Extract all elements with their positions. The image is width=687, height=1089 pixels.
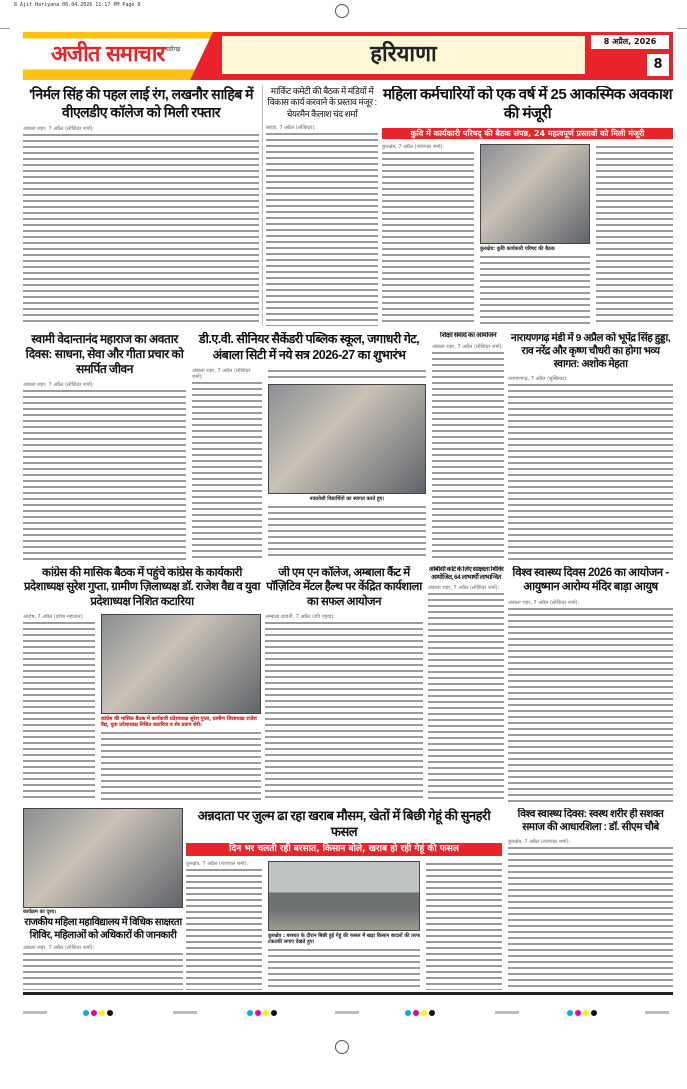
headline: 'निर्मल सिंह की पहल लाई रंग, लखनौर साहिब में वीएलडीए कॉलेज को मिली रफ्तार (28, 86, 254, 120)
headline: कांग्रेस की मासिक बैठक में पहुंचे कांग्रेस के कार्यकारी प्रदेशाध्यक्ष सुरेश गुप्ता, ग्रामीण ज़िलाध्यक्ष डॉ. राजेश वैद्य व युवा प्रदेशाध्यक्ष निशित कटारिया (23, 567, 261, 608)
headline: स्वामी वेदान्तानंद महाराज का अवतार दिवस: साधना, सेवा और गीता प्रचार को समर्पित जीवन (25, 332, 184, 376)
crop-mark (0, 28, 10, 29)
gray-bar (23, 1011, 47, 1014)
crop-mark (677, 28, 687, 29)
masthead (23, 32, 673, 80)
dateline: बराड़ा, 7 अप्रैल (लोकिंदर): (266, 125, 378, 132)
print-slug: 8 Ajit Hariyana 08.04.2026 11:17 PM Page 8 (14, 2, 141, 8)
article-body (23, 614, 95, 802)
dateline: कुरुक्षेत्र, 7 अप्रैल (राजपाल शर्मा): (382, 144, 474, 151)
article-body (432, 344, 504, 560)
section-title: हरियाणा (222, 36, 585, 74)
registration-mark (335, 4, 349, 18)
article-body (268, 504, 426, 560)
dateline: अंबाला शहर, 7 अप्रैल (लोकिंदर शर्मा): (23, 945, 183, 952)
registration-mark (335, 1040, 349, 1054)
headline: महिला कर्मचारियों को एक वर्ष में 25 आकस्मिक अवकाश की मंजूरी (382, 86, 673, 122)
dateline: अंबाला शहर, 7 अप्रैल (लोकिंदर शर्मा): (508, 600, 673, 607)
article-body (426, 861, 502, 991)
article-body (268, 947, 420, 991)
headline: ओबीसी कोटे के लिए साक्षरता शिविर आयोजित, 64 लाभार्थी लाभान्वित (428, 566, 504, 582)
article-women-leave (382, 86, 673, 326)
article-gmn-college (265, 566, 423, 802)
article-world-health-day-ayush (508, 566, 673, 802)
headline: राजकीय महिला महाविद्यालय में विधिक साक्षरता शिविर, महिलाओं को अधिकारों की जानकारी (24, 917, 182, 941)
article-body (480, 254, 590, 327)
headline: डी.ए.वी. सीनियर सैकेंडरी पब्लिक स्कूल, जगाधरी गेट, अंबाला सिटी में नये सत्र 2026-27 का शुभारंभ (198, 332, 420, 362)
dateline: कुरुक्षेत्र, 7 अप्रैल (राजपाल शर्मा): (508, 839, 673, 846)
page-bottom-rule (23, 992, 673, 995)
article-body (382, 144, 474, 327)
article-body (23, 945, 183, 990)
dateline: आरोष, 7 अप्रैल (हरीश महाजन): (23, 614, 95, 621)
color-registration-strip (405, 1010, 435, 1016)
article-body (186, 861, 262, 991)
article-dav-school (192, 332, 426, 560)
headline: जी एम एन कॉलेज, अम्बाला कैंट में पॉज़िटिव मेंटल हैल्थ पर केंद्रित कार्यशाला का सफल आयोजन (266, 567, 422, 608)
photo-caption: कांग्रेस की मासिक बैठक में कार्यकारी प्रदेशाध्यक्ष सुरेश गुप्ता, ग्रामीण जिलाध्यक्ष राजेश वैद्य, युवा प्रदेशाध्यक्ष निशित कटारिया व शेर प्रताप शेरी। (101, 716, 257, 729)
article-world-health-day-chaube (508, 808, 673, 990)
photo-wheat-field (268, 861, 420, 931)
dateline: अंबाला शहर, 7 अप्रैल (लोकिंदर शर्मा): (23, 382, 186, 389)
gray-bar (645, 1011, 669, 1014)
photo-dav-students (268, 384, 426, 494)
photo-kuvi-campus (480, 144, 590, 244)
headline: नारायणगढ़ मंडी में 9 अप्रैल को भूपेंद्र सिंह हुड्डा, राव नरेंद्र और कृष्ण चौधरी का होगा भव्य स्वागत: अशोक मेहता (510, 332, 671, 371)
article-body (508, 600, 673, 802)
article-market-committee (266, 86, 378, 326)
dateline: अंबाला शहर, 7 अप्रैल (लोकिंदर शर्मा): (192, 368, 262, 381)
dateline: अंबाला शहर, 7 अप्रैल (लोकिंदर शर्मा): (23, 126, 259, 133)
photo-caption: कुरुक्षेत्र : बरसात के दौरान बिछी हुई गेहूं की फसल में खड़ा किसान बादलों की तरफ टकटकी लगाए देखते हुए। (268, 932, 420, 945)
headline: विश्व स्वास्थ्य दिवस 2026 का आयोजन - आयुष्मान आरोग्य मंदिर बाड़ा आयुष (512, 567, 669, 594)
photo-congress-leaders (101, 614, 261, 714)
dateline: कुरुक्षेत्र, 7 अप्रैल (राजपाल शर्मा): (186, 861, 262, 868)
article-body (508, 376, 673, 560)
article-nirmal-singh (23, 86, 259, 326)
article-body (268, 368, 426, 382)
headline: विश्व स्वास्थ्य दिवस: स्वस्थ शरीर ही सशक्त समाज की आधारशिला : डॉ. सीएम चौबे (517, 808, 664, 834)
dateline: अम्बाला छावनी, 7 अप्रैल (रवि पहवा): (265, 614, 423, 621)
article-body (192, 368, 262, 560)
article-body (265, 614, 423, 802)
column-divider (262, 86, 263, 326)
color-registration-strip (567, 1010, 597, 1016)
article-body (101, 730, 261, 802)
gray-bar (495, 1011, 519, 1014)
subheadline: दिन भर चलती रही बरसात, किसान बोले, खराब हो रही गेहूं की फसल (186, 843, 502, 856)
article-naraingarh-mandi (508, 332, 673, 560)
article-congress-meeting (23, 566, 261, 802)
article-body (23, 126, 259, 326)
gray-bar (335, 1011, 359, 1014)
color-registration-strip (247, 1010, 277, 1016)
article-body (23, 382, 186, 560)
issue-date: 8 अप्रैल, 2026 (591, 35, 669, 49)
dateline: अंबाला शहर, 7 अप्रैल (लोकिंदर शर्मा): (428, 585, 504, 592)
dateline: नारायणगढ़, 7 अप्रैल (सुखिन्दर): (508, 376, 673, 383)
article-farmers-weather (186, 808, 502, 990)
subheadline: कुवि में कार्यकारी परिषद् की बैठक संपन्न, 24 महत्वपूर्ण प्रस्तावों को मिली मंजूरी (382, 128, 673, 139)
newspaper-logo: अजीत समाचार (51, 41, 165, 67)
article-swami-vedantanand (23, 332, 186, 560)
headline: शिक्षा संवाद का आयोजन (439, 332, 497, 339)
dateline: अंबाला शहर, 7 अप्रैल (लोकिंदर शर्मा): (432, 343, 504, 350)
photo-caption: कुरुक्षेत्र: कुवि कार्यकारी परिषद की बैठक (480, 245, 555, 252)
color-registration-strip (83, 1010, 113, 1016)
article-body (428, 585, 504, 802)
headline: अन्नदाता पर ज़ुल्म ढा रहा खराब मौसम, खेतों में बिछी गेहूं की सुनहरी फसल (197, 808, 491, 840)
page-number: 8 (647, 54, 669, 76)
headline: मार्किट कमेटी की बैठक में मंडियों में विकास कार्य करवाने के प्रस्ताव मंजूर : चेयरमैन कैलाश चंद शर्मा (267, 86, 377, 119)
gray-bar (173, 1011, 197, 1014)
photo-caption: कार्यक्रम का दृश्य। (23, 909, 57, 915)
article-body (266, 125, 378, 326)
article-body (508, 839, 673, 990)
article-body (596, 144, 673, 327)
photo-caption: नवप्रवेशी विद्यार्थियों का स्वागत करते हुए। (309, 496, 385, 503)
article-shiksha-samvad (432, 332, 504, 560)
article-women-college-legal (23, 808, 183, 990)
photo-college-event (23, 808, 183, 908)
article-literacy-camp (428, 566, 504, 802)
edition-city: चंडीगढ़ (165, 46, 181, 53)
